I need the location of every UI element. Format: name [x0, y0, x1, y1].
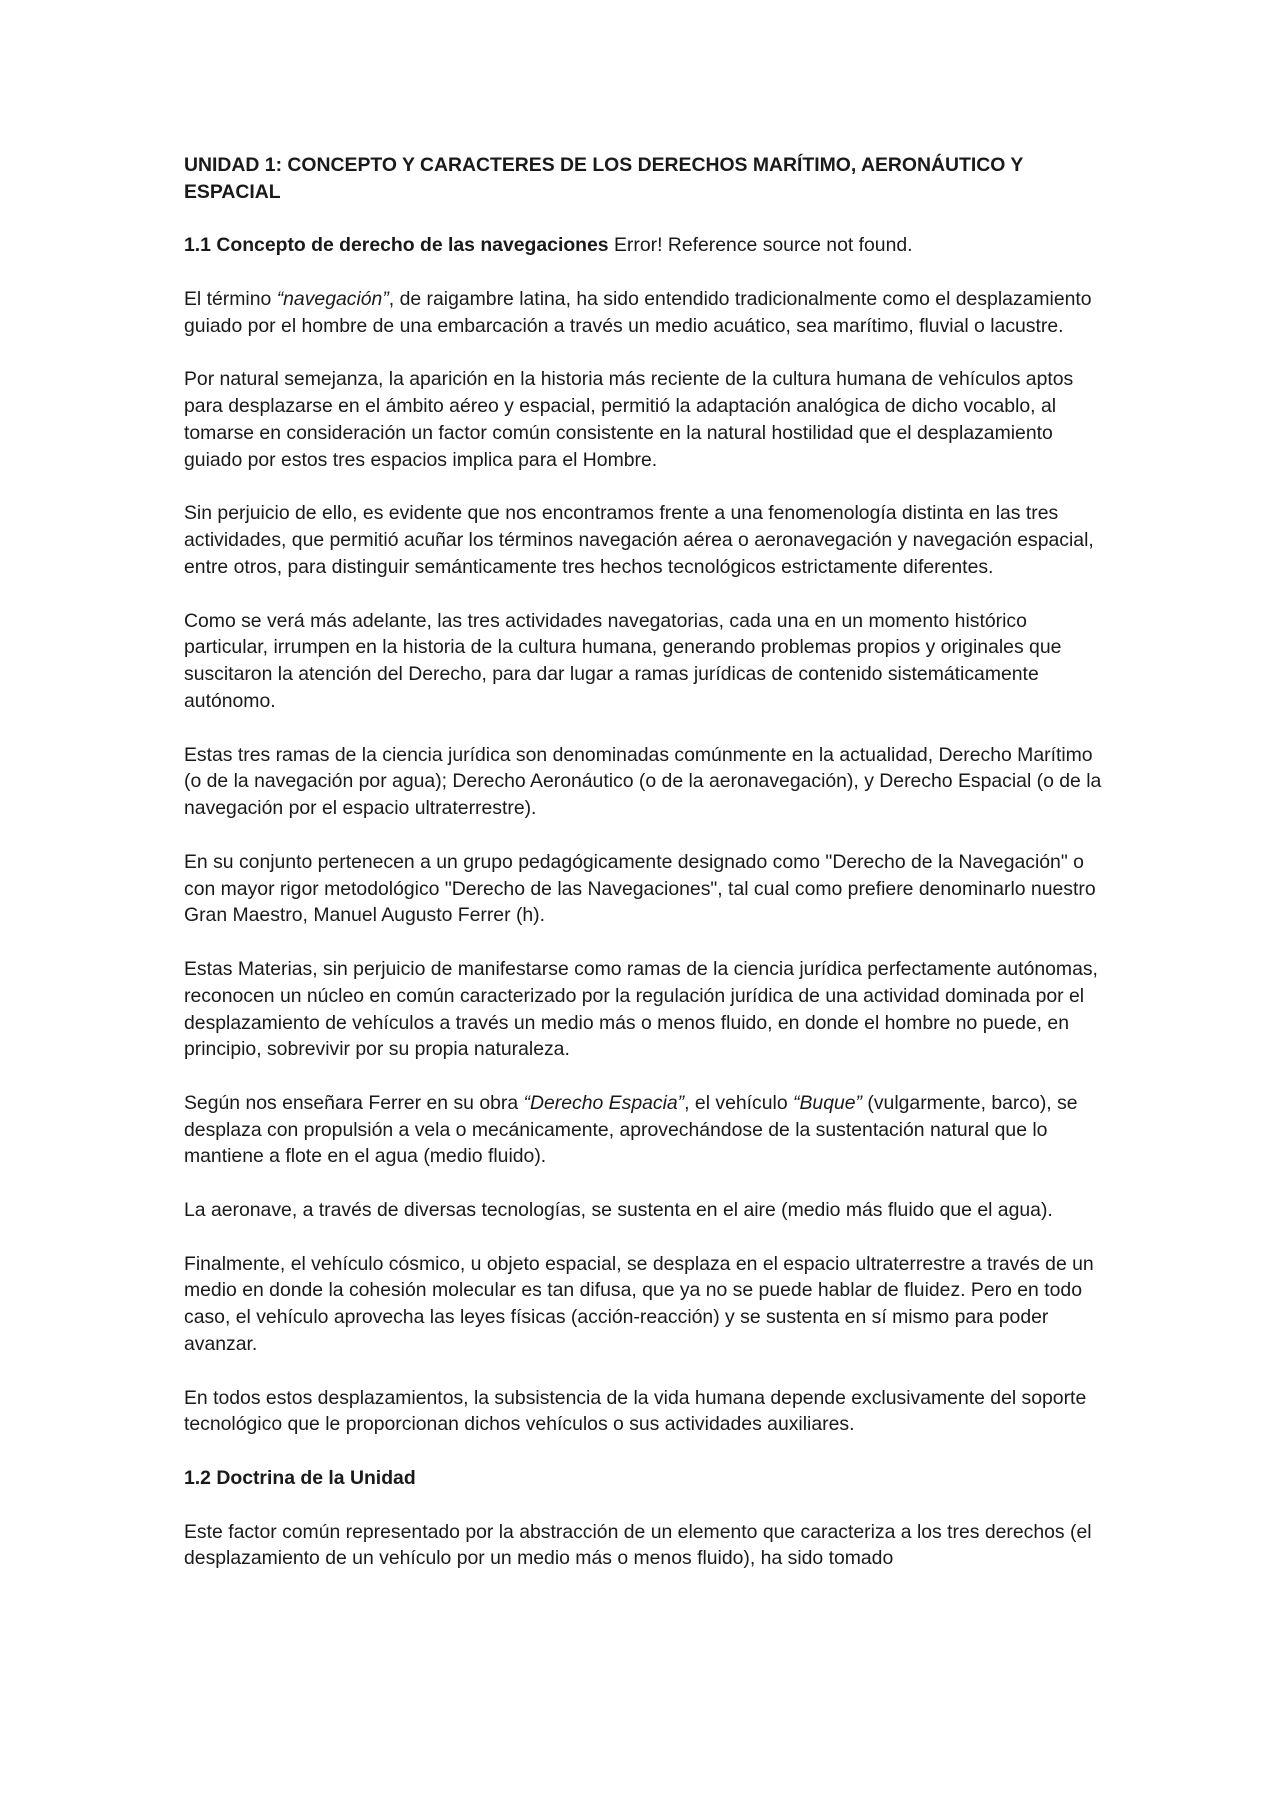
paragraph-4: Como se verá más adelante, las tres actividades navegatorias, cada una en un momento histórico particular, irrumpen en la historia de la cultura humana, generando problemas propios y originales que suscitaron la atención del Derecho, para dar lugar a ramas jurídicas de contenido sistemáticamente autónomo. — [184, 609, 1062, 712]
section-1-1-title: 1.1 Concepto de derecho de las navegaciones — [184, 234, 609, 257]
paragraph-1-text-b: , de raigambre latina, ha sido entendido tradicionalmente como el desplazamiento guiado por el hombre de una embarcación a través un medio acuático, sea marítimo, fluvial o lacustre. — [184, 287, 1092, 337]
paragraph-8-italic-a: “Derecho Espacia” — [523, 1091, 685, 1114]
paragraph-5: Estas tres ramas de la ciencia jurídica son denominadas comúnmente en la actualidad, Derecho Marítimo (o de la navegación por agua); Derecho Aeronáutico (o de la aeronavegación), y Derecho Espacial (o de la navegación por el espacio ultraterrestre). — [184, 743, 1102, 820]
paragraph-12: Este factor común representado por la abstracción de un elemento que caracteriza a los tres derechos (el desplazamiento de un vehículo por un medio más o menos fluido), ha sido tomado — [184, 1520, 1092, 1570]
document-title: UNIDAD 1: CONCEPTO Y CARACTERES DE LOS DERECHOS MARÍTIMO, AERONÁUTICO Y ESPACIAL — [184, 154, 1023, 203]
section-1-1-heading — [184, 232, 1104, 259]
paragraph-10: Finalmente, el vehículo cósmico, u objeto espacial, se desplaza en el espacio ultraterrestre a través de un medio en donde la cohesión molecular es tan difusa, que ya no se puede hablar de fluidez. Pero en todo caso, el vehículo aprovecha las leyes físicas (acción-reacción) y se sustenta en sí mismo para poder avanzar. — [184, 1252, 1094, 1356]
paragraph-8-text-b: , el vehículo — [684, 1091, 794, 1114]
paragraph-11: En todos estos desplazamientos, la subsistencia de la vida humana depende exclusivamente del soporte tecnológico que le proporcionan dichos vehículos o sus actividades auxiliares. — [184, 1386, 1087, 1436]
paragraph-1-italic: “navegación” — [276, 287, 389, 310]
paragraph-1 — [184, 286, 1104, 340]
paragraph-8-italic-b: “Buque” — [793, 1091, 863, 1114]
paragraph-6: En su conjunto pertenecen a un grupo pedagógicamente designado como "Derecho de la Navegación" o con mayor rigor metodológico "Derecho de las Navegaciones", tal cual como prefiere denominarlo nuestro Gran Maestro, Manuel Augusto Ferrer (h). — [184, 850, 1096, 927]
paragraph-1-text-a: El término — [184, 287, 277, 310]
paragraph-2: Por natural semejanza, la aparición en la historia más reciente de la cultura humana de vehículos aptos para desplazarse en el ámbito aéreo y espacial, permitió la adaptación analógica de dicho vocablo, al tomarse en consideración un factor común consistente en la natural hostilidad que el desplazamiento guiado por estos tres espacios implica para el Hombre. — [184, 368, 1074, 471]
section-1-2-heading — [184, 1465, 1104, 1492]
paragraph-8-text-a: Según nos enseñara Ferrer en su obra — [184, 1091, 524, 1114]
document-page — [184, 152, 1104, 1572]
section-1-2-title: 1.2 Doctrina de la Unidad — [184, 1467, 416, 1490]
paragraph-8 — [184, 1090, 1104, 1170]
reference-error-text: Error! Reference source not found. — [608, 234, 913, 257]
paragraph-7: Estas Materias, sin perjuicio de manifestarse como ramas de la ciencia jurídica perfectamente autónomas, reconocen un núcleo en común caracterizado por la regulación jurídica de una actividad dominada por el desplazamiento de vehículos a través un medio más o menos fluido, en donde el hombre no puede, en principio, sobrevivir por su propia naturaleza. — [184, 957, 1098, 1061]
paragraph-9: La aeronave, a través de diversas tecnologías, se sustenta en el aire (medio más fluido que el agua). — [184, 1199, 1053, 1222]
paragraph-8-text-c: (vulgarmente, barco), se desplaza con propulsión a vela o mecánicamente, aprovechándose de la sustentación natural que lo mantiene a flote en el agua (medio fluido). — [184, 1091, 1078, 1168]
paragraph-3: Sin perjuicio de ello, es evidente que nos encontramos frente a una fenomenología distinta en las tres actividades, que permitió acuñar los términos navegación aérea o aeronavegación y navegación espacial, entre otros, para distinguir semánticamente tres hechos tecnológicos estrictamente diferentes. — [184, 502, 1094, 578]
